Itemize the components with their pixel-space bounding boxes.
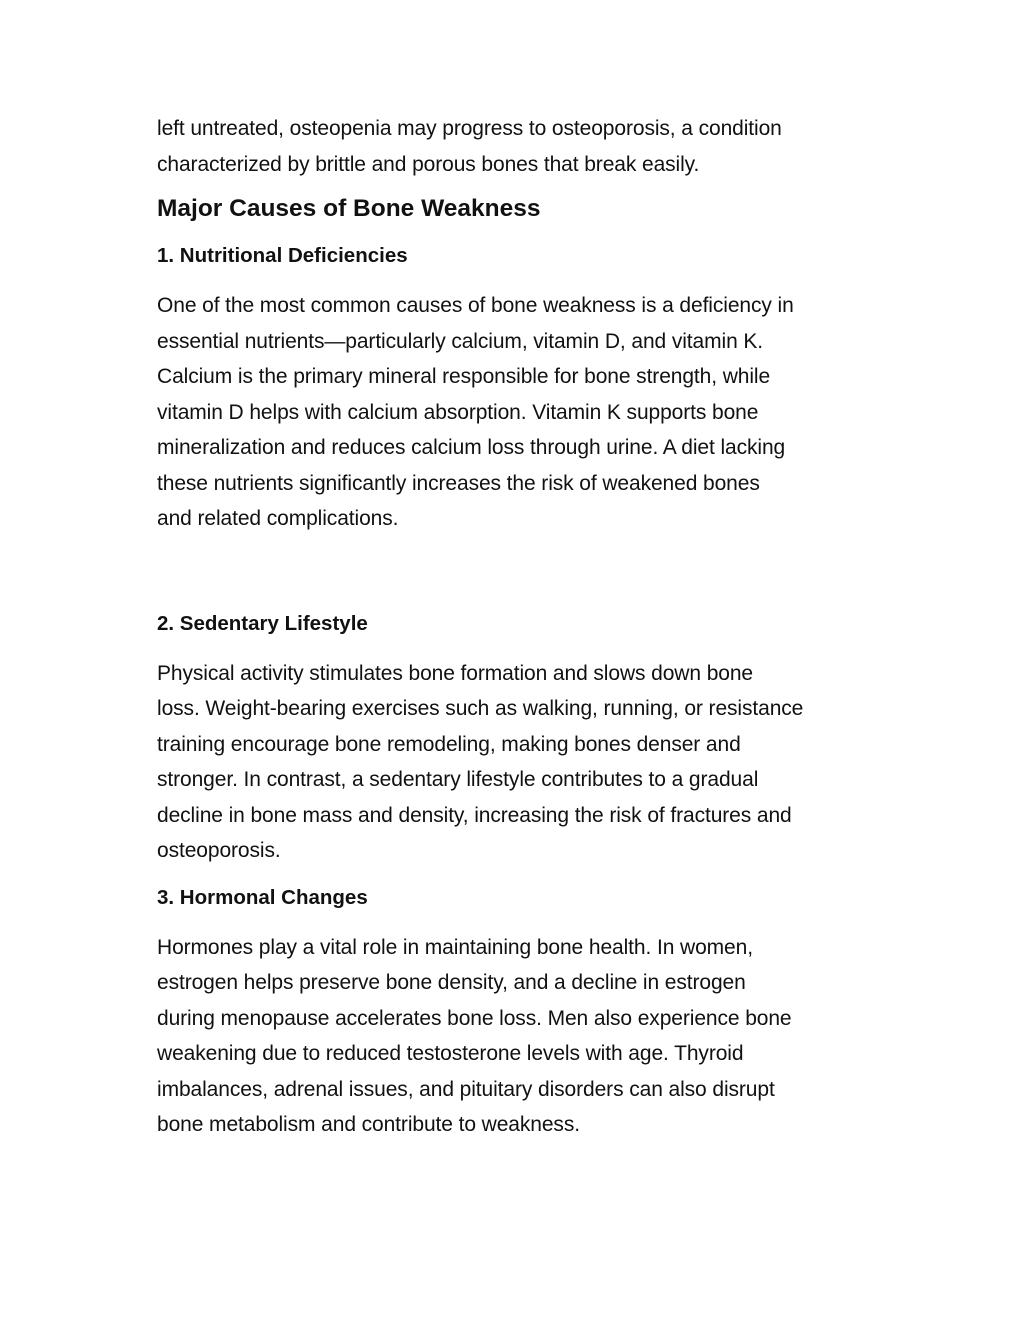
intro-paragraph: left untreated, osteopenia may progress to osteoporosis, a condition characterized by brittle and porous bones that break easily. <box>157 117 782 176</box>
cause-heading-nutritional: 1. Nutritional Deficiencies <box>157 244 408 267</box>
cause-heading-hormonal: 3. Hormonal Changes <box>157 885 368 909</box>
cause-body-nutritional: One of the most common causes of bone weakness is a deficiency in essential nutrients—particularly calcium, vitamin D, and vitamin K. Calcium is the primary mineral responsible for bone strength, while vitamin D helps with calcium absorption. Vitamin K supports bone mineralization and reduces calcium loss through urine. A diet lacking these nutrients significantly increases the risk of weakened bones and related complications. <box>157 294 794 530</box>
document-page <box>157 111 877 1143</box>
cause-body-sedentary: Physical activity stimulates bone formation and slows down bone loss. Weight-bearing exercises such as walking, running, or resistance training encourage bone remodeling, making bones denser and stronger. In contrast, a sedentary lifestyle contributes to a gradual decline in bone mass and density, increasing the risk of fractures and osteoporosis. <box>157 661 804 862</box>
section-title: Major Causes of Bone Weakness <box>157 195 541 222</box>
cause-body-hormonal: Hormones play a vital role in maintaining bone health. In women, estrogen helps preserve bone density, and a decline in estrogen during menopause accelerates bone loss. Men also experience bone weakening due to reduced testosterone levels with age. Thyroid imbalances, adrenal issues, and pituitary disorders can also disrupt bone metabolism and contribute to weakness. <box>157 935 792 1136</box>
cause-heading-sedentary: 2. Sedentary Lifestyle <box>157 611 368 635</box>
